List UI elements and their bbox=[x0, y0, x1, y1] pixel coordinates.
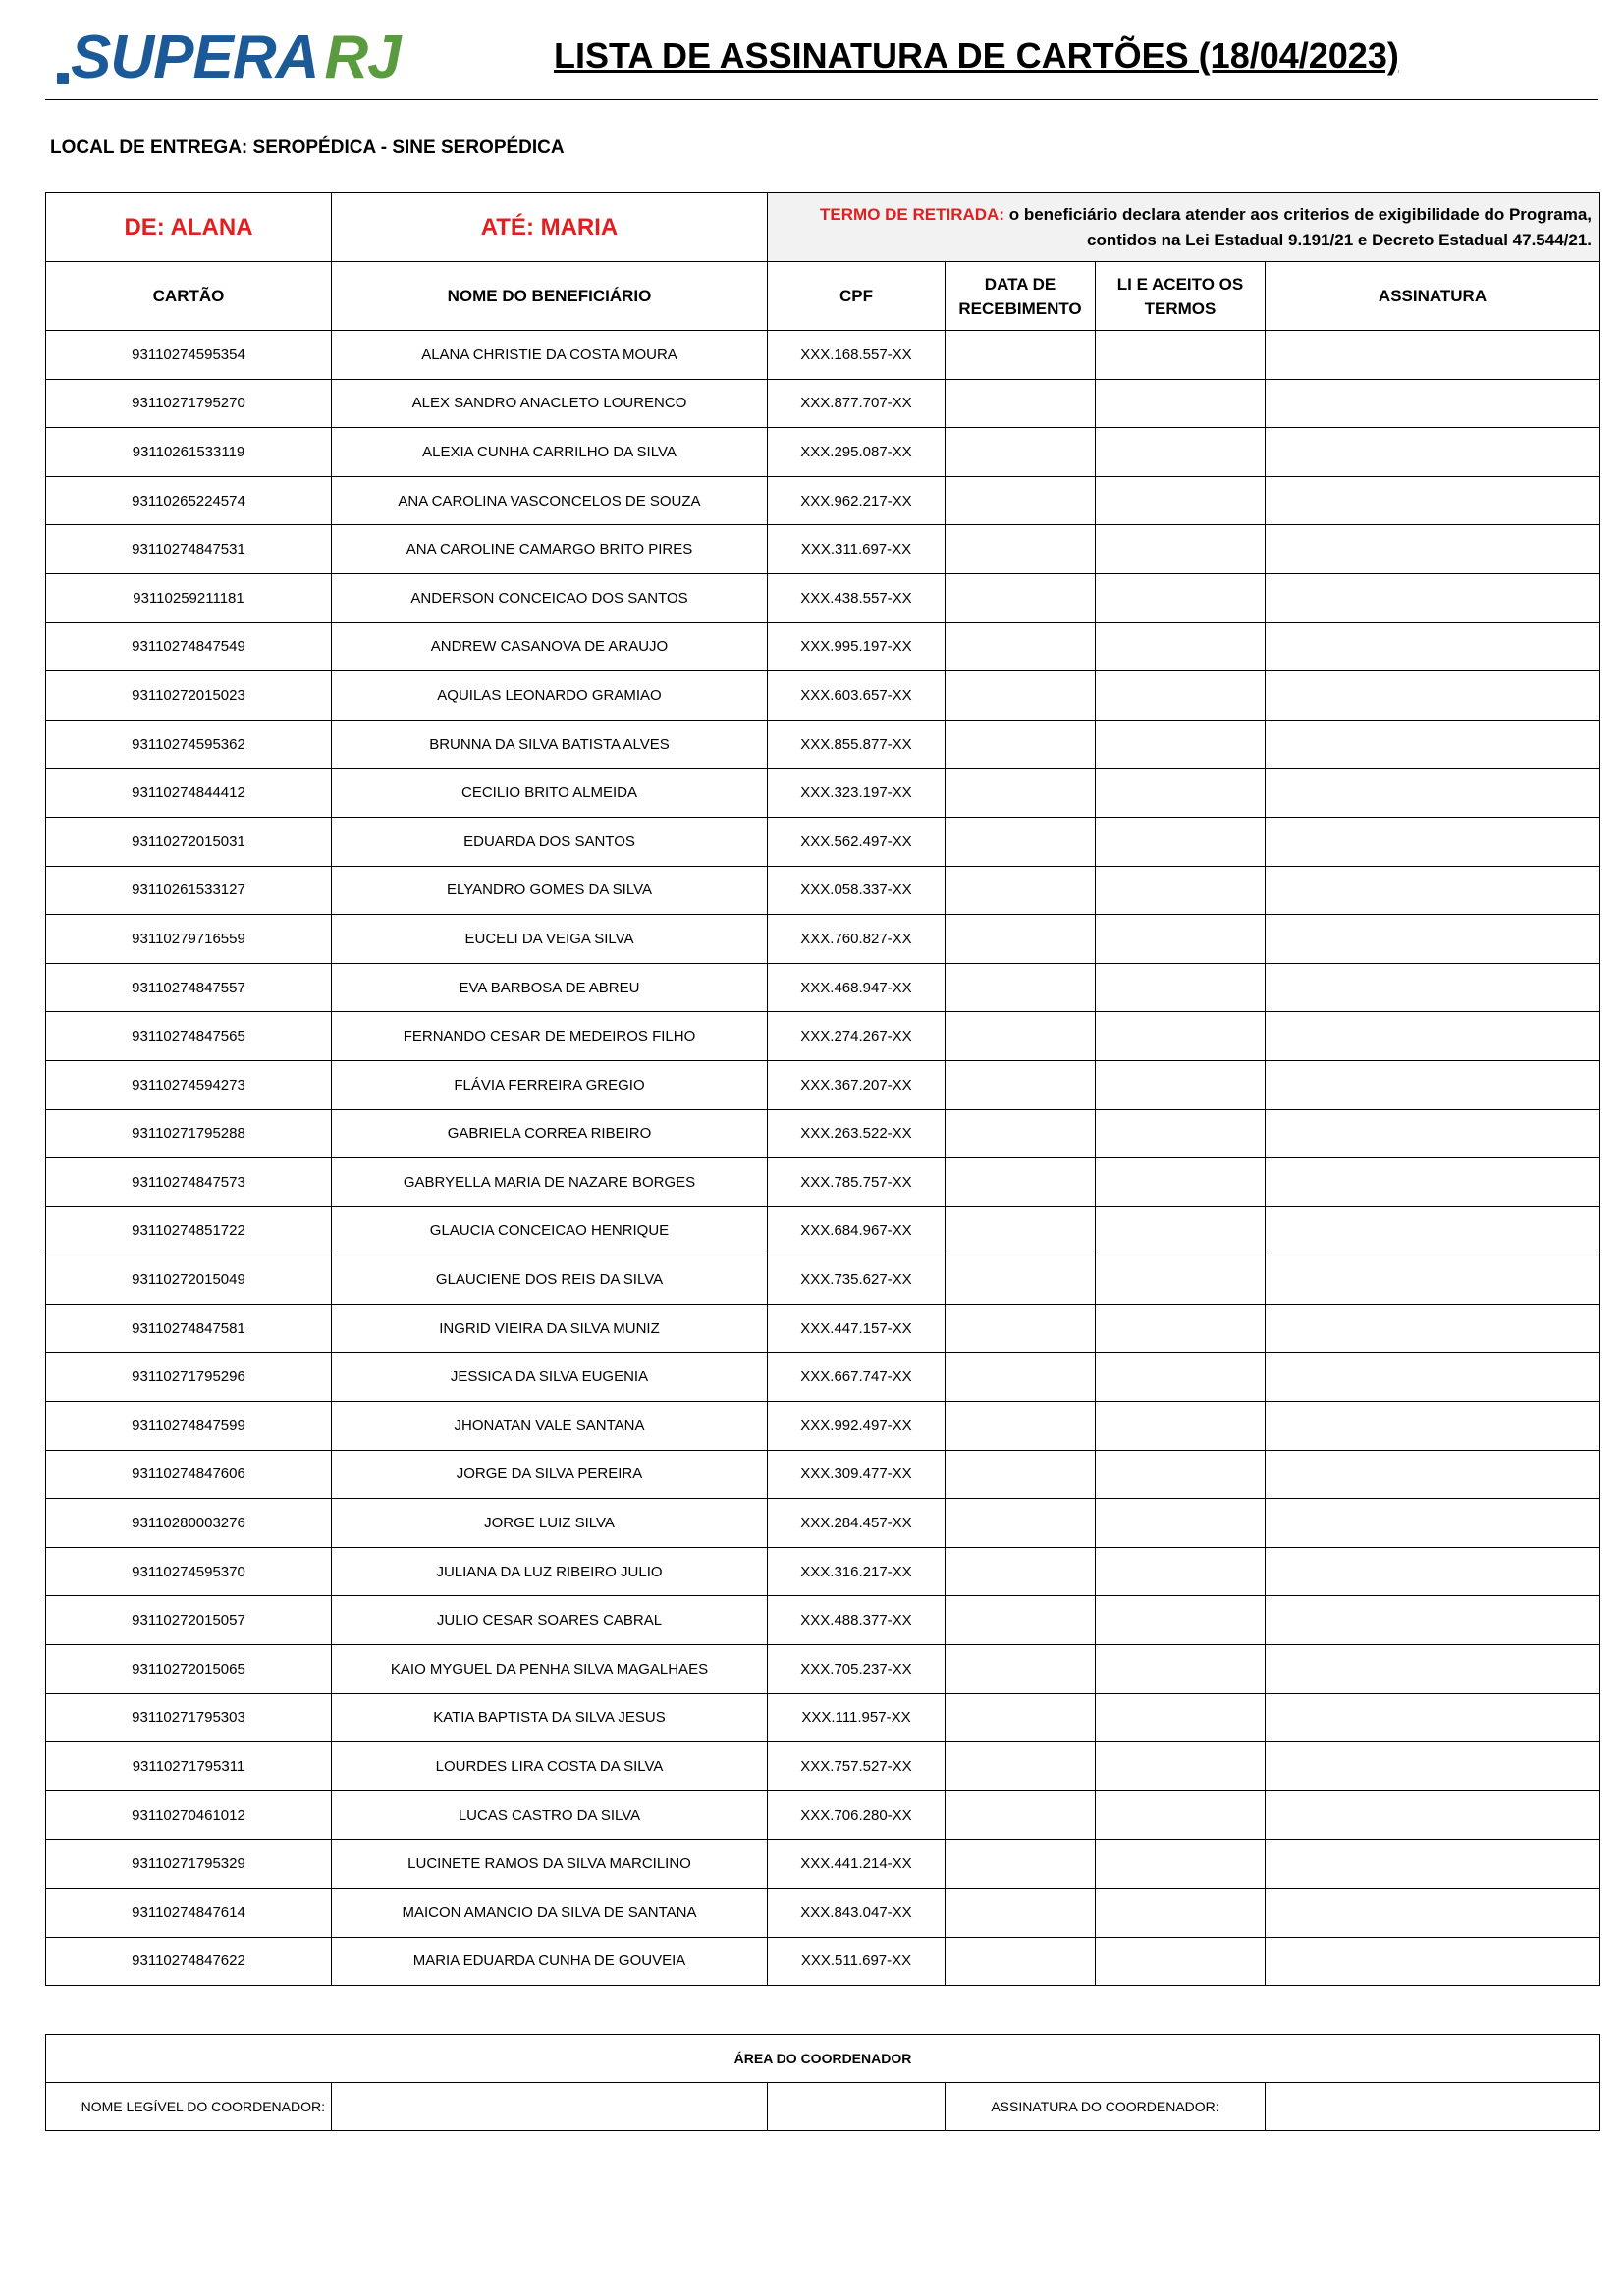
nome-cell: KATIA BAPTISTA DA SILVA JESUS bbox=[332, 1693, 768, 1742]
assinatura-cell[interactable] bbox=[1266, 817, 1600, 866]
cartao-cell: 93110274847622 bbox=[46, 1937, 332, 1986]
li-aceito-cell[interactable] bbox=[1096, 1012, 1266, 1061]
li-aceito-cell[interactable] bbox=[1096, 1109, 1266, 1158]
cartao-cell: 93110272015057 bbox=[46, 1596, 332, 1645]
data-recebimento-cell[interactable] bbox=[946, 1402, 1096, 1451]
assinatura-cell[interactable] bbox=[1266, 1790, 1600, 1840]
table-row bbox=[46, 1109, 1600, 1158]
nome-cell: KAIO MYGUEL DA PENHA SILVA MAGALHAES bbox=[332, 1645, 768, 1694]
data-recebimento-cell[interactable] bbox=[946, 1742, 1096, 1791]
table-row bbox=[46, 1012, 1600, 1061]
table-row bbox=[46, 817, 1600, 866]
cartao-cell: 93110261533119 bbox=[46, 428, 332, 477]
cartao-cell: 93110271795296 bbox=[46, 1353, 332, 1402]
assinatura-cell[interactable] bbox=[1266, 1889, 1600, 1938]
data-recebimento-cell[interactable] bbox=[946, 1596, 1096, 1645]
li-aceito-cell[interactable] bbox=[1096, 1060, 1266, 1109]
logo-suffix-text: RJ bbox=[324, 24, 401, 91]
assinatura-cell[interactable] bbox=[1266, 866, 1600, 915]
li-aceito-cell[interactable] bbox=[1096, 1693, 1266, 1742]
data-recebimento-cell[interactable] bbox=[946, 1645, 1096, 1694]
nome-cell: GLAUCIA CONCEICAO HENRIQUE bbox=[332, 1206, 768, 1255]
nome-cell: EDUARDA DOS SANTOS bbox=[332, 817, 768, 866]
data-recebimento-cell[interactable] bbox=[946, 1547, 1096, 1596]
assinatura-cell[interactable] bbox=[1266, 1450, 1600, 1499]
table-row bbox=[46, 1840, 1600, 1889]
logo-dot bbox=[57, 73, 69, 84]
assinatura-cell[interactable] bbox=[1266, 671, 1600, 721]
data-recebimento-cell[interactable] bbox=[946, 379, 1096, 428]
data-recebimento-cell[interactable] bbox=[946, 622, 1096, 671]
table-row bbox=[46, 1596, 1600, 1645]
withdrawal-terms-label: TERMO DE RETIRADA: bbox=[820, 204, 1004, 224]
data-recebimento-cell[interactable] bbox=[946, 720, 1096, 769]
nome-cell: BRUNNA DA SILVA BATISTA ALVES bbox=[332, 720, 768, 769]
column-header-cpf: CPF bbox=[768, 262, 946, 331]
table-row bbox=[46, 720, 1600, 769]
assinatura-cell[interactable] bbox=[1266, 1840, 1600, 1889]
table-row bbox=[46, 1060, 1600, 1109]
li-aceito-cell[interactable] bbox=[1096, 1499, 1266, 1548]
cpf-cell: XXX.284.457-XX bbox=[768, 1499, 946, 1548]
range-to: ATÉ: MARIA bbox=[332, 193, 768, 262]
assinatura-cell[interactable] bbox=[1266, 963, 1600, 1012]
cpf-cell: XXX.735.627-XX bbox=[768, 1255, 946, 1305]
li-aceito-cell[interactable] bbox=[1096, 1402, 1266, 1451]
data-recebimento-cell[interactable] bbox=[946, 1889, 1096, 1938]
cartao-cell: 93110280003276 bbox=[46, 1499, 332, 1548]
data-recebimento-cell[interactable] bbox=[946, 1937, 1096, 1986]
nome-cell: JHONATAN VALE SANTANA bbox=[332, 1402, 768, 1451]
cartao-cell: 93110274847573 bbox=[46, 1158, 332, 1207]
cartao-cell: 93110279716559 bbox=[46, 915, 332, 964]
data-recebimento-cell[interactable] bbox=[946, 915, 1096, 964]
cartao-cell: 93110274595362 bbox=[46, 720, 332, 769]
data-recebimento-cell[interactable] bbox=[946, 573, 1096, 622]
nome-cell: EUCELI DA VEIGA SILVA bbox=[332, 915, 768, 964]
column-header-cartao: CARTÃO bbox=[46, 262, 332, 331]
li-aceito-cell[interactable] bbox=[1096, 1353, 1266, 1402]
data-recebimento-cell[interactable] bbox=[946, 1499, 1096, 1548]
cartao-cell: 93110271795303 bbox=[46, 1693, 332, 1742]
li-aceito-cell[interactable] bbox=[1096, 769, 1266, 818]
cpf-cell: XXX.877.707-XX bbox=[768, 379, 946, 428]
li-aceito-cell[interactable] bbox=[1096, 1450, 1266, 1499]
cartao-cell: 93110274844412 bbox=[46, 769, 332, 818]
data-recebimento-cell[interactable] bbox=[946, 671, 1096, 721]
data-recebimento-cell[interactable] bbox=[946, 1693, 1096, 1742]
cartao-cell: 93110259211181 bbox=[46, 573, 332, 622]
page-header bbox=[45, 22, 1598, 100]
table-row bbox=[46, 1742, 1600, 1791]
nome-cell: GABRYELLA MARIA DE NAZARE BORGES bbox=[332, 1158, 768, 1207]
assinatura-cell[interactable] bbox=[1266, 1206, 1600, 1255]
header-divider bbox=[45, 99, 1598, 100]
nome-cell: ANA CAROLINA VASCONCELOS DE SOUZA bbox=[332, 476, 768, 525]
cpf-cell: XXX.447.157-XX bbox=[768, 1304, 946, 1353]
table-row bbox=[46, 622, 1600, 671]
table-row bbox=[46, 573, 1600, 622]
withdrawal-terms-text: o beneficiário declara atender aos criterios de exigibilidade do Programa, contidos na Lei Estadual 9.191/21 e Decreto Estadual 47.544/21. bbox=[1004, 204, 1593, 249]
nome-cell: FERNANDO CESAR DE MEDEIROS FILHO bbox=[332, 1012, 768, 1061]
table-row bbox=[46, 1450, 1600, 1499]
cartao-cell: 93110274847614 bbox=[46, 1889, 332, 1938]
cartao-cell: 93110274594273 bbox=[46, 1060, 332, 1109]
assinatura-cell[interactable] bbox=[1266, 915, 1600, 964]
cartao-cell: 93110274847581 bbox=[46, 1304, 332, 1353]
nome-cell: LOURDES LIRA COSTA DA SILVA bbox=[332, 1742, 768, 1791]
table-row bbox=[46, 331, 1600, 380]
cpf-cell: XXX.995.197-XX bbox=[768, 622, 946, 671]
data-recebimento-cell[interactable] bbox=[946, 1450, 1096, 1499]
data-recebimento-cell[interactable] bbox=[946, 1255, 1096, 1305]
nome-cell: JESSICA DA SILVA EUGENIA bbox=[332, 1353, 768, 1402]
cpf-cell: XXX.468.947-XX bbox=[768, 963, 946, 1012]
assinatura-cell[interactable] bbox=[1266, 525, 1600, 574]
cartao-cell: 93110261533127 bbox=[46, 866, 332, 915]
cpf-cell: XXX.488.377-XX bbox=[768, 1596, 946, 1645]
cpf-cell: XXX.309.477-XX bbox=[768, 1450, 946, 1499]
li-aceito-cell[interactable] bbox=[1096, 963, 1266, 1012]
cartao-cell: 93110271795329 bbox=[46, 1840, 332, 1889]
cpf-cell: XXX.511.697-XX bbox=[768, 1937, 946, 1986]
assinatura-cell[interactable] bbox=[1266, 769, 1600, 818]
data-recebimento-cell[interactable] bbox=[946, 1206, 1096, 1255]
column-header-nome: NOME DO BENEFICIÁRIO bbox=[332, 262, 768, 331]
assinatura-cell[interactable] bbox=[1266, 379, 1600, 428]
li-aceito-cell[interactable] bbox=[1096, 1790, 1266, 1840]
cartao-cell: 93110271795311 bbox=[46, 1742, 332, 1791]
data-recebimento-cell[interactable] bbox=[946, 866, 1096, 915]
assinatura-cell[interactable] bbox=[1266, 476, 1600, 525]
li-aceito-cell[interactable] bbox=[1096, 525, 1266, 574]
supera-rj-logo bbox=[57, 26, 401, 90]
data-recebimento-cell[interactable] bbox=[946, 963, 1096, 1012]
nome-cell: JULIANA DA LUZ RIBEIRO JULIO bbox=[332, 1547, 768, 1596]
li-aceito-cell[interactable] bbox=[1096, 428, 1266, 477]
cpf-cell: XXX.367.207-XX bbox=[768, 1060, 946, 1109]
li-aceito-cell[interactable] bbox=[1096, 1937, 1266, 1986]
assinatura-cell[interactable] bbox=[1266, 1547, 1600, 1596]
cpf-cell: XXX.706.280-XX bbox=[768, 1790, 946, 1840]
cartao-cell: 93110265224574 bbox=[46, 476, 332, 525]
coordinator-signature-label: ASSINATURA DO COORDENADOR: bbox=[946, 2083, 1266, 2131]
assinatura-cell[interactable] bbox=[1266, 1645, 1600, 1694]
cpf-cell: XXX.760.827-XX bbox=[768, 915, 946, 964]
assinatura-cell[interactable] bbox=[1266, 1693, 1600, 1742]
cartao-cell: 93110274847599 bbox=[46, 1402, 332, 1451]
cartao-cell: 93110274847557 bbox=[46, 963, 332, 1012]
cartao-cell: 93110274847549 bbox=[46, 622, 332, 671]
table-row bbox=[46, 379, 1600, 428]
li-aceito-cell[interactable] bbox=[1096, 622, 1266, 671]
cartao-cell: 93110270461012 bbox=[46, 1790, 332, 1840]
li-aceito-cell[interactable] bbox=[1096, 1158, 1266, 1207]
table-row bbox=[46, 1255, 1600, 1305]
data-recebimento-cell[interactable] bbox=[946, 1109, 1096, 1158]
cpf-cell: XXX.438.557-XX bbox=[768, 573, 946, 622]
table-row bbox=[46, 525, 1600, 574]
table-row bbox=[46, 1499, 1600, 1548]
li-aceito-cell[interactable] bbox=[1096, 1889, 1266, 1938]
table-row bbox=[46, 1304, 1600, 1353]
nome-cell: JORGE DA SILVA PEREIRA bbox=[332, 1450, 768, 1499]
nome-cell: FLÁVIA FERREIRA GREGIO bbox=[332, 1060, 768, 1109]
li-aceito-cell[interactable] bbox=[1096, 1596, 1266, 1645]
data-recebimento-cell[interactable] bbox=[946, 1304, 1096, 1353]
li-aceito-cell[interactable] bbox=[1096, 817, 1266, 866]
nome-cell: ALEX SANDRO ANACLETO LOURENCO bbox=[332, 379, 768, 428]
li-aceito-cell[interactable] bbox=[1096, 1547, 1266, 1596]
li-aceito-cell[interactable] bbox=[1096, 379, 1266, 428]
li-aceito-cell[interactable] bbox=[1096, 915, 1266, 964]
column-header-data-recebimento: DATA DE RECEBIMENTO bbox=[946, 262, 1096, 331]
table-row bbox=[46, 915, 1600, 964]
cartao-cell: 93110272015023 bbox=[46, 671, 332, 721]
assinatura-cell[interactable] bbox=[1266, 428, 1600, 477]
nome-cell: EVA BARBOSA DE ABREU bbox=[332, 963, 768, 1012]
nome-cell: ANDERSON CONCEICAO DOS SANTOS bbox=[332, 573, 768, 622]
cartao-cell: 93110272015049 bbox=[46, 1255, 332, 1305]
data-recebimento-cell[interactable] bbox=[946, 428, 1096, 477]
logo-main-text: SUPERA bbox=[71, 24, 319, 91]
table-row bbox=[46, 476, 1600, 525]
nome-cell: ANDREW CASANOVA DE ARAUJO bbox=[332, 622, 768, 671]
data-recebimento-cell[interactable] bbox=[946, 1012, 1096, 1061]
assinatura-cell[interactable] bbox=[1266, 1596, 1600, 1645]
cpf-cell: XXX.168.557-XX bbox=[768, 331, 946, 380]
cpf-cell: XXX.274.267-XX bbox=[768, 1012, 946, 1061]
li-aceito-cell[interactable] bbox=[1096, 573, 1266, 622]
cpf-cell: XXX.295.087-XX bbox=[768, 428, 946, 477]
table-row bbox=[46, 1937, 1600, 1986]
coordinator-name-field[interactable] bbox=[332, 2083, 768, 2131]
assinatura-cell[interactable] bbox=[1266, 573, 1600, 622]
assinatura-cell[interactable] bbox=[1266, 331, 1600, 380]
cpf-cell: XXX.316.217-XX bbox=[768, 1547, 946, 1596]
cpf-cell: XXX.667.747-XX bbox=[768, 1353, 946, 1402]
cpf-cell: XXX.603.657-XX bbox=[768, 671, 946, 721]
li-aceito-cell[interactable] bbox=[1096, 671, 1266, 721]
cartao-cell: 93110274847606 bbox=[46, 1450, 332, 1499]
li-aceito-cell[interactable] bbox=[1096, 1206, 1266, 1255]
assinatura-cell[interactable] bbox=[1266, 1353, 1600, 1402]
cpf-cell: XXX.263.522-XX bbox=[768, 1109, 946, 1158]
data-recebimento-cell[interactable] bbox=[946, 1060, 1096, 1109]
withdrawal-terms bbox=[768, 193, 1600, 262]
li-aceito-cell[interactable] bbox=[1096, 1304, 1266, 1353]
cpf-cell: XXX.323.197-XX bbox=[768, 769, 946, 818]
cpf-cell: XXX.111.957-XX bbox=[768, 1693, 946, 1742]
assinatura-cell[interactable] bbox=[1266, 720, 1600, 769]
table-row bbox=[46, 1158, 1600, 1207]
nome-cell: ALEXIA CUNHA CARRILHO DA SILVA bbox=[332, 428, 768, 477]
cpf-cell: XXX.785.757-XX bbox=[768, 1158, 946, 1207]
cartao-cell: 93110274847531 bbox=[46, 525, 332, 574]
assinatura-cell[interactable] bbox=[1266, 1255, 1600, 1305]
table-row bbox=[46, 1353, 1600, 1402]
table-row bbox=[46, 1693, 1600, 1742]
data-recebimento-cell[interactable] bbox=[946, 525, 1096, 574]
data-recebimento-cell[interactable] bbox=[946, 769, 1096, 818]
li-aceito-cell[interactable] bbox=[1096, 1255, 1266, 1305]
assinatura-cell[interactable] bbox=[1266, 622, 1600, 671]
cartao-cell: 93110272015031 bbox=[46, 817, 332, 866]
cartao-cell: 93110274847565 bbox=[46, 1012, 332, 1061]
cpf-cell: XXX.992.497-XX bbox=[768, 1402, 946, 1451]
li-aceito-cell[interactable] bbox=[1096, 331, 1266, 380]
assinatura-cell[interactable] bbox=[1266, 1937, 1600, 1986]
data-recebimento-cell[interactable] bbox=[946, 1840, 1096, 1889]
table-row bbox=[46, 769, 1600, 818]
cartao-cell: 93110274595354 bbox=[46, 331, 332, 380]
document-title: LISTA DE ASSINATURA DE CARTÕES (18/04/2023) bbox=[554, 35, 1399, 76]
li-aceito-cell[interactable] bbox=[1096, 1645, 1266, 1694]
data-recebimento-cell[interactable] bbox=[946, 1790, 1096, 1840]
cpf-cell: XXX.441.214-XX bbox=[768, 1840, 946, 1889]
table-row bbox=[46, 1402, 1600, 1451]
table-row bbox=[46, 1889, 1600, 1938]
nome-cell: JORGE LUIZ SILVA bbox=[332, 1499, 768, 1548]
table-row bbox=[46, 866, 1600, 915]
assinatura-cell[interactable] bbox=[1266, 1402, 1600, 1451]
data-recebimento-cell[interactable] bbox=[946, 817, 1096, 866]
cartao-cell: 93110272015065 bbox=[46, 1645, 332, 1694]
nome-cell: LUCAS CASTRO DA SILVA bbox=[332, 1790, 768, 1840]
nome-cell: AQUILAS LEONARDO GRAMIAO bbox=[332, 671, 768, 721]
cpf-cell: XXX.855.877-XX bbox=[768, 720, 946, 769]
cpf-cell: XXX.311.697-XX bbox=[768, 525, 946, 574]
cartao-cell: 93110274595370 bbox=[46, 1547, 332, 1596]
signature-table bbox=[45, 192, 1600, 1986]
assinatura-cell[interactable] bbox=[1266, 1109, 1600, 1158]
nome-cell: CECILIO BRITO ALMEIDA bbox=[332, 769, 768, 818]
assinatura-cell[interactable] bbox=[1266, 1742, 1600, 1791]
nome-cell: ELYANDRO GOMES DA SILVA bbox=[332, 866, 768, 915]
nome-cell: ALANA CHRISTIE DA COSTA MOURA bbox=[332, 331, 768, 380]
delivery-location: LOCAL DE ENTREGA: SEROPÉDICA - SINE SEROPÉDICA bbox=[50, 137, 565, 158]
nome-cell: LUCINETE RAMOS DA SILVA MARCILINO bbox=[332, 1840, 768, 1889]
column-header-assinatura: ASSINATURA bbox=[1266, 262, 1600, 331]
cartao-cell: 93110271795288 bbox=[46, 1109, 332, 1158]
table-row bbox=[46, 1547, 1600, 1596]
cartao-cell: 93110271795270 bbox=[46, 379, 332, 428]
coordinator-blank-cell bbox=[768, 2083, 946, 2131]
cpf-cell: XXX.562.497-XX bbox=[768, 817, 946, 866]
table-row bbox=[46, 1206, 1600, 1255]
column-header-li-aceito: LI E ACEITO OS TERMOS bbox=[1096, 262, 1266, 331]
table-row bbox=[46, 671, 1600, 721]
data-recebimento-cell[interactable] bbox=[946, 1158, 1096, 1207]
data-recebimento-cell[interactable] bbox=[946, 1353, 1096, 1402]
li-aceito-cell[interactable] bbox=[1096, 720, 1266, 769]
cartao-cell: 93110274851722 bbox=[46, 1206, 332, 1255]
cpf-cell: XXX.843.047-XX bbox=[768, 1889, 946, 1938]
assinatura-cell[interactable] bbox=[1266, 1060, 1600, 1109]
cpf-cell: XXX.757.527-XX bbox=[768, 1742, 946, 1791]
li-aceito-cell[interactable] bbox=[1096, 866, 1266, 915]
cpf-cell: XXX.684.967-XX bbox=[768, 1206, 946, 1255]
assinatura-cell[interactable] bbox=[1266, 1499, 1600, 1548]
nome-cell: JULIO CESAR SOARES CABRAL bbox=[332, 1596, 768, 1645]
coordinator-area-title: ÁREA DO COORDENADOR bbox=[46, 2035, 1600, 2083]
range-from: DE: ALANA bbox=[46, 193, 332, 262]
li-aceito-cell[interactable] bbox=[1096, 1742, 1266, 1791]
assinatura-cell[interactable] bbox=[1266, 1012, 1600, 1061]
table-row bbox=[46, 428, 1600, 477]
data-recebimento-cell[interactable] bbox=[946, 331, 1096, 380]
coordinator-signature-field[interactable] bbox=[1266, 2083, 1600, 2131]
li-aceito-cell[interactable] bbox=[1096, 1840, 1266, 1889]
coordinator-area bbox=[45, 2034, 1600, 2131]
nome-cell: INGRID VIEIRA DA SILVA MUNIZ bbox=[332, 1304, 768, 1353]
nome-cell: ANA CAROLINE CAMARGO BRITO PIRES bbox=[332, 525, 768, 574]
nome-cell: MAICON AMANCIO DA SILVA DE SANTANA bbox=[332, 1889, 768, 1938]
assinatura-cell[interactable] bbox=[1266, 1304, 1600, 1353]
table-row bbox=[46, 963, 1600, 1012]
nome-cell: GLAUCIENE DOS REIS DA SILVA bbox=[332, 1255, 768, 1305]
assinatura-cell[interactable] bbox=[1266, 1158, 1600, 1207]
cpf-cell: XXX.962.217-XX bbox=[768, 476, 946, 525]
coordinator-name-label: NOME LEGÍVEL DO COORDENADOR: bbox=[46, 2083, 332, 2131]
nome-cell: GABRIELA CORREA RIBEIRO bbox=[332, 1109, 768, 1158]
data-recebimento-cell[interactable] bbox=[946, 476, 1096, 525]
table-row bbox=[46, 1790, 1600, 1840]
table-row bbox=[46, 1645, 1600, 1694]
cpf-cell: XXX.058.337-XX bbox=[768, 866, 946, 915]
nome-cell: MARIA EDUARDA CUNHA DE GOUVEIA bbox=[332, 1937, 768, 1986]
cpf-cell: XXX.705.237-XX bbox=[768, 1645, 946, 1694]
li-aceito-cell[interactable] bbox=[1096, 476, 1266, 525]
